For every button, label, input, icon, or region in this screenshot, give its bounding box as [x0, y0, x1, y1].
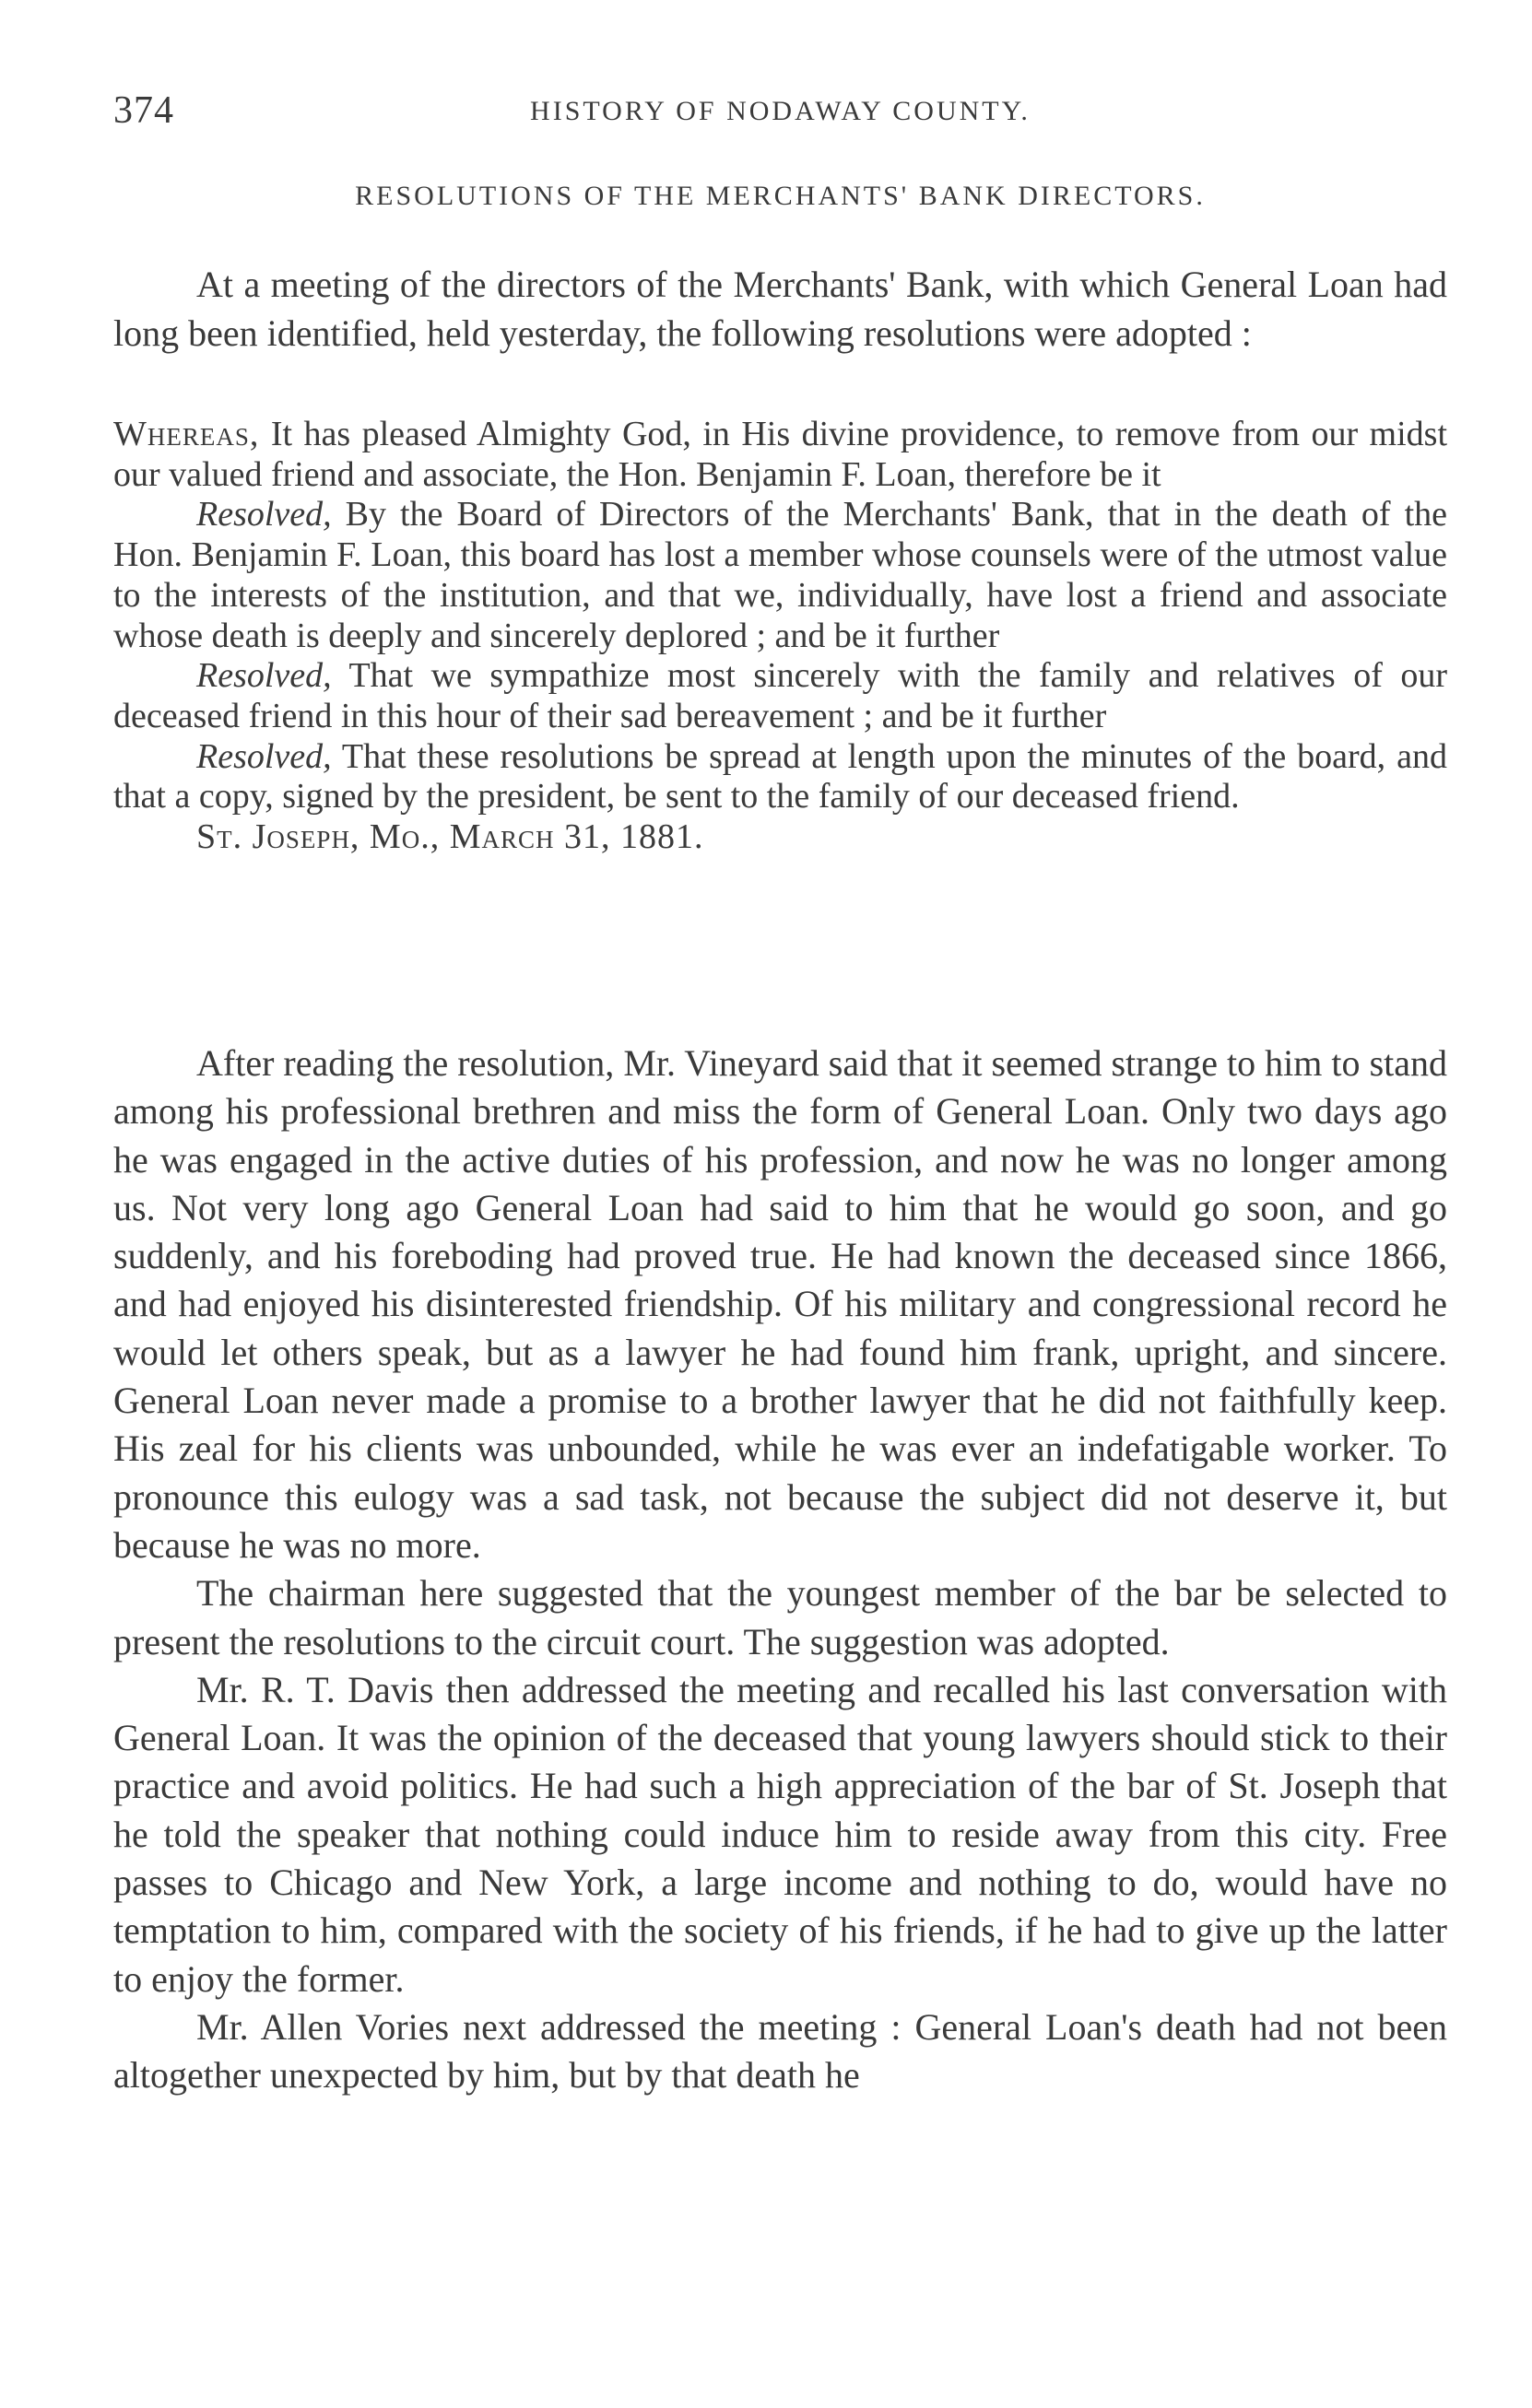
place-date-line: St. Joseph, Mo., March 31, 1881.	[196, 817, 704, 857]
resolved-paragraph-3	[113, 737, 1447, 817]
running-head	[113, 88, 1447, 135]
resolved-text-1: By the Board of Directors of the Merchants' Bank, that in the death of the Hon. Benjamin F. Loan, this board has lost a member whose counsels were of the utmost value to the interests of the institution, and that we, individually, have lost a friend and associate whose death is deeply and sincerely deplored ; and be it further	[113, 495, 1447, 655]
resolved-word-2: Resolved,	[196, 656, 332, 696]
whereas-text: It has pleased Almighty God, in His divine providence, to remove from our midst our valued friend and associate, the Hon. Benjamin F. Loan, therefore be it	[113, 415, 1447, 494]
running-title: HISTORY OF NODAWAY COUNTY.	[530, 96, 1031, 126]
page-number: 374	[113, 89, 174, 132]
intro-paragraph: At a meeting of the directors of the Merchants' Bank, with which General Loan had long been identified, held yesterday, the following resolutions were adopted :	[113, 264, 1447, 354]
resolution-block	[113, 415, 1447, 858]
resolved-text-3: That these resolutions be spread at length upon the minutes of the board, and that a copy, signed by the president, be sent to the family of our deceased friend.	[113, 736, 1447, 816]
intro-block	[113, 260, 1447, 358]
body-paragraph: Mr. R. T. Davis then addressed the meeting and recalled his last conversation with General Loan. It was the opinion of the deceased that young lawyers should stick to their practice and avoid politics. He had such a high appreciation of the bar of St. Joseph that he told the speaker that nothing could induce him to reside away from this city. Free passes to Chicago and New York, a large income and nothing to do, would have no temptation to him, compared with the society of his friends, if he had to give up the latter to enjoy the former.	[113, 1668, 1447, 2000]
section-title: RESOLUTIONS OF THE MERCHANTS' BANK DIRECTORS.	[355, 181, 1206, 211]
whereas-word: Whereas,	[113, 415, 260, 453]
body-paragraph: After reading the resolution, Mr. Vineyard said that it seemed strange to him to stand among his professional brethren and miss the form of General Loan. Only two days ago he was engaged in the active duties of his profession, and now he was no longer among us. Not very long ago General Loan had said to him that he would go soon, and go suddenly, and his foreboding had proved true. He had known the deceased since 1866, and had enjoyed his disinterested friendship. Of his military and congressional record he would let others speak, but as a lawyer he had found him frank, upright, and sincere. General Loan never made a promise to a brother lawyer that he did not faithfully keep. His zeal for his clients was unbounded, while he was ever an indefatigable worker. To pronounce this eulogy was a sad task, not because the subject did not deserve it, but because he was no more.	[113, 1042, 1447, 1566]
resolved-paragraph-1	[113, 495, 1447, 656]
resolved-text-2: That we sympathize most sincerely with the family and relatives of our deceased friend in this hour of their sad bereavement ; and be it further	[113, 656, 1447, 735]
whereas-paragraph	[113, 415, 1447, 495]
body-paragraph: The chairman here suggested that the youngest member of the bar be selected to present the resolutions to the circuit court. The suggestion was adopted.	[113, 1572, 1447, 1662]
resolved-word-3: Resolved,	[196, 736, 332, 776]
resolved-paragraph-2	[113, 656, 1447, 736]
body-block	[113, 1040, 1447, 2100]
body-paragraph: Mr. Allen Vories next addressed the meeting : General Loan's death had not been altogether unexpected by him, but by that death he	[113, 2005, 1447, 2097]
resolved-word-1: Resolved,	[196, 495, 332, 534]
